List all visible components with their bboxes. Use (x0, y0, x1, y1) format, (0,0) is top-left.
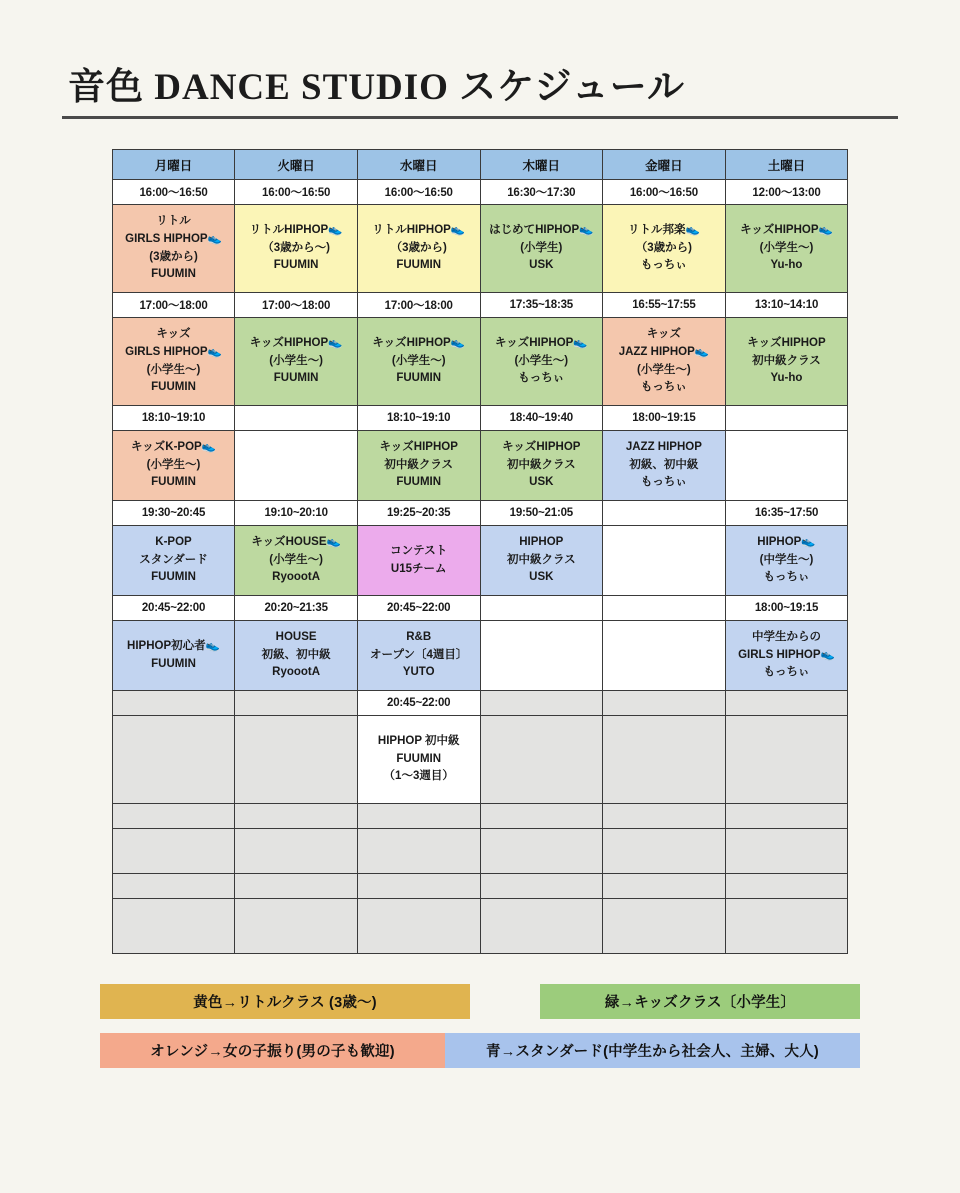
class-line: U15チーム (390, 562, 447, 575)
class-cell-friday (603, 526, 726, 596)
class-line: キッズ (156, 327, 191, 340)
empty-cell-wednesday (357, 829, 480, 874)
empty-cell-thursday (480, 874, 603, 899)
time-row (112, 406, 848, 431)
class-line: (小学生) (520, 241, 563, 254)
time-cell-saturday: 12:00〜13:00 (725, 180, 848, 205)
class-line: (小学生〜) (637, 363, 691, 376)
class-line: もっちぃ (640, 381, 687, 394)
legend-row-bottom (100, 1033, 860, 1068)
class-line: キッズHIPHOP👟 (372, 336, 466, 349)
time-cell-thursday (480, 596, 603, 621)
class-cell-friday (603, 318, 726, 406)
empty-cell-monday (112, 874, 235, 899)
class-line: （3歳から) (390, 241, 447, 254)
class-line: FUUMIN (396, 259, 442, 272)
class-line: RyoootA (272, 666, 321, 679)
class-line: HIPHOP👟 (757, 535, 816, 548)
time-cell-friday (603, 596, 726, 621)
time-cell-saturday: 16:35~17:50 (725, 501, 848, 526)
class-cell-wednesday (357, 716, 480, 804)
time-cell-monday: 19:30~20:45 (112, 501, 235, 526)
class-line: (小学生〜) (146, 458, 201, 471)
empty-cell-monday (112, 804, 235, 829)
class-line: リトル邦楽👟 (627, 223, 700, 236)
class-cell-tuesday (235, 526, 358, 596)
class-line: （3歳から〜) (262, 241, 330, 254)
class-line: リトル (156, 214, 191, 227)
time-cell-tuesday (235, 406, 358, 431)
time-cell-thursday: 17:35~18:35 (480, 293, 603, 318)
class-cell-friday (603, 621, 726, 691)
class-line: キッズHIPHOP👟 (249, 336, 343, 349)
class-line: FUUMIN (273, 259, 319, 272)
class-line: 初中級クラス (506, 458, 576, 471)
class-line: FUUMIN (151, 381, 196, 394)
class-cell-thursday (480, 431, 603, 501)
class-row (112, 621, 848, 691)
day-header-tuesday: 火曜日 (235, 150, 358, 180)
time-cell-tuesday: 20:20~21:35 (235, 596, 358, 621)
class-line: キッズ (646, 327, 682, 340)
class-line: R&B (406, 630, 432, 643)
class-line: GIRLS HIPHOP👟 (125, 345, 222, 358)
class-line: 初中級クラス (506, 553, 576, 566)
empty-cell-friday (603, 874, 726, 899)
class-line: HIPHOP (519, 535, 564, 548)
empty-cell-monday (112, 899, 235, 954)
class-line: (小学生〜) (269, 354, 323, 367)
time-cell-thursday: 19:50~21:05 (480, 501, 603, 526)
class-cell-tuesday (235, 205, 358, 293)
time-cell-friday: 16:00〜16:50 (603, 180, 726, 205)
class-line: (小学生〜) (146, 363, 201, 376)
class-cell-thursday (480, 526, 603, 596)
empty-cell-thursday (480, 804, 603, 829)
class-line: もっちぃ (763, 571, 810, 584)
time-cell-friday (603, 501, 726, 526)
day-header-saturday: 土曜日 (725, 150, 848, 180)
class-line: USK (529, 571, 554, 584)
class-line: リトルHIPHOP👟 (372, 223, 466, 236)
time-row (112, 501, 848, 526)
class-line: リトルHIPHOP👟 (249, 223, 343, 236)
title-divider (62, 116, 898, 119)
class-line: GIRLS HIPHOP👟 (125, 232, 222, 245)
class-cell-saturday (725, 318, 848, 406)
class-cell-wednesday (357, 318, 480, 406)
empty-row (112, 899, 848, 954)
class-line: 初中級クラス (752, 354, 821, 367)
class-cell-wednesday (357, 205, 480, 293)
empty-cell-thursday (480, 829, 603, 874)
class-line: もっちぃ (518, 372, 565, 385)
empty-cell-saturday (725, 804, 848, 829)
class-line: HIPHOP 初中級 (377, 734, 460, 747)
class-line: スタンダード (139, 553, 208, 566)
time-row (112, 293, 848, 318)
class-line: Yu-ho (770, 259, 803, 272)
empty-cell-wednesday (357, 804, 480, 829)
class-cell-saturday (725, 621, 848, 691)
class-cell-saturday (725, 205, 848, 293)
empty-cell-friday (603, 829, 726, 874)
empty-cell-saturday (725, 899, 848, 954)
class-line: Yu-ho (770, 372, 803, 385)
day-header-thursday: 木曜日 (480, 150, 603, 180)
empty-row (112, 804, 848, 829)
empty-cell-wednesday (357, 899, 480, 954)
class-line: キッズK-POP👟 (131, 440, 217, 453)
empty-cell-friday (603, 899, 726, 954)
time-cell-wednesday: 19:25~20:35 (357, 501, 480, 526)
page-title: 音色 DANCE STUDIO スケジュール (68, 67, 685, 108)
empty-cell-saturday (725, 829, 848, 874)
class-line: （1〜3週目） (383, 770, 454, 783)
class-cell-thursday (480, 621, 603, 691)
time-cell-monday (112, 691, 235, 716)
class-line: JAZZ HIPHOP (625, 440, 702, 453)
class-line: 初中級クラス (384, 458, 454, 471)
class-cell-monday (112, 716, 235, 804)
class-line: キッズHIPHOP (379, 440, 458, 453)
empty-cell-thursday (480, 899, 603, 954)
class-line: キッズHOUSE👟 (251, 535, 341, 548)
empty-cell-saturday (725, 874, 848, 899)
time-cell-saturday (725, 406, 848, 431)
time-cell-thursday: 18:40~19:40 (480, 406, 603, 431)
class-line: コンテスト (390, 544, 448, 557)
schedule-table (112, 149, 849, 954)
class-line: USK (529, 259, 554, 272)
class-line: もっちぃ (763, 666, 810, 679)
class-line: FUUMIN (151, 571, 196, 584)
class-line: オープン〔4週目〕 (370, 648, 468, 661)
empty-cell-tuesday (235, 829, 358, 874)
class-cell-tuesday (235, 716, 358, 804)
class-cell-friday (603, 205, 726, 293)
time-cell-friday: 18:00~19:15 (603, 406, 726, 431)
day-header-monday: 月曜日 (112, 150, 235, 180)
class-cell-wednesday (357, 526, 480, 596)
class-cell-wednesday (357, 621, 480, 691)
time-cell-friday: 16:55~17:55 (603, 293, 726, 318)
class-line: FUUMIN (396, 372, 442, 385)
time-cell-friday (603, 691, 726, 716)
class-cell-friday (603, 431, 726, 501)
class-line: FUUMIN (396, 476, 442, 489)
time-cell-thursday (480, 691, 603, 716)
time-cell-saturday (725, 691, 848, 716)
time-cell-tuesday (235, 691, 358, 716)
class-line: キッズHIPHOP (502, 440, 581, 453)
empty-row (112, 829, 848, 874)
empty-cell-tuesday (235, 874, 358, 899)
class-line: （3歳から) (635, 241, 692, 254)
legend-blue: 青→スタンダード(中学生から社会人、主婦、大人) (445, 1033, 860, 1068)
class-line: キッズHIPHOP👟 (494, 336, 588, 349)
class-line: 初級、初中級 (629, 458, 699, 471)
time-cell-monday: 18:10~19:10 (112, 406, 235, 431)
empty-cell-monday (112, 829, 235, 874)
time-cell-thursday: 16:30〜17:30 (480, 180, 603, 205)
class-line: 中学生からの (751, 630, 821, 643)
class-cell-monday (112, 205, 235, 293)
time-row (112, 596, 848, 621)
class-row (112, 431, 848, 501)
class-line: RyoootA (272, 571, 321, 584)
legend-green: 緑→キッズクラス〔小学生〕 (540, 984, 860, 1019)
class-line: もっちぃ (640, 476, 687, 489)
time-cell-wednesday: 18:10~19:10 (357, 406, 480, 431)
class-row (112, 318, 848, 406)
class-line: GIRLS HIPHOP👟 (738, 648, 835, 661)
class-cell-tuesday (235, 431, 358, 501)
time-cell-wednesday: 20:45~22:00 (357, 691, 480, 716)
time-cell-tuesday: 16:00〜16:50 (235, 180, 358, 205)
class-cell-saturday (725, 716, 848, 804)
time-row (112, 180, 848, 205)
class-cell-monday (112, 431, 235, 501)
class-line: K-POP (155, 535, 192, 548)
class-line: (中学生〜) (759, 553, 814, 566)
class-cell-saturday (725, 526, 848, 596)
legend (100, 984, 860, 1068)
legend-row-top (100, 984, 860, 1019)
class-cell-thursday (480, 318, 603, 406)
class-cell-monday (112, 526, 235, 596)
time-cell-monday: 20:45~22:00 (112, 596, 235, 621)
empty-cell-friday (603, 804, 726, 829)
class-line: YUTO (402, 666, 435, 679)
class-line: FUUMIN (273, 372, 319, 385)
time-cell-monday: 17:00〜18:00 (112, 293, 235, 318)
class-line: HOUSE (275, 630, 317, 643)
time-cell-tuesday: 19:10~20:10 (235, 501, 358, 526)
class-line: (小学生〜) (391, 354, 446, 367)
class-cell-wednesday (357, 431, 480, 501)
class-line: はじめてHIPHOP👟 (489, 223, 594, 236)
class-cell-friday (603, 716, 726, 804)
empty-cell-tuesday (235, 899, 358, 954)
class-cell-thursday (480, 205, 603, 293)
class-line: FUUMIN (151, 268, 196, 281)
class-line: キッズHIPHOP👟 (740, 223, 833, 236)
time-cell-saturday: 18:00~19:15 (725, 596, 848, 621)
class-line: (小学生〜) (269, 553, 323, 566)
class-cell-thursday (480, 716, 603, 804)
schedule-body (112, 180, 848, 954)
class-line: (小学生〜) (759, 241, 814, 254)
legend-orange: オレンジ→女の子振り(男の子も歓迎) (100, 1033, 445, 1068)
class-line: FUUMIN (396, 752, 442, 765)
class-row (112, 526, 848, 596)
time-row (112, 691, 848, 716)
empty-cell-wednesday (357, 874, 480, 899)
class-line: HIPHOP初心者👟 (127, 639, 220, 652)
empty-cell-tuesday (235, 804, 358, 829)
time-cell-wednesday: 20:45~22:00 (357, 596, 480, 621)
day-header-wednesday: 水曜日 (357, 150, 480, 180)
class-row (112, 716, 848, 804)
class-line: JAZZ HIPHOP👟 (618, 345, 710, 358)
legend-yellow: 黄色→リトルクラス (3歳〜) (100, 984, 470, 1019)
empty-row (112, 874, 848, 899)
class-line: 初級、初中級 (261, 648, 331, 661)
day-header-friday: 金曜日 (603, 150, 726, 180)
class-line: FUUMIN (151, 476, 196, 489)
time-cell-wednesday: 17:00〜18:00 (357, 293, 480, 318)
class-cell-tuesday (235, 621, 358, 691)
time-cell-monday: 16:00〜16:50 (112, 180, 235, 205)
class-line: (3歳から) (149, 250, 198, 263)
class-cell-monday (112, 318, 235, 406)
class-cell-monday (112, 621, 235, 691)
time-cell-tuesday: 17:00〜18:00 (235, 293, 358, 318)
class-line: FUUMIN (151, 657, 196, 670)
class-cell-saturday (725, 431, 848, 501)
table-header-row (112, 150, 848, 180)
time-cell-wednesday: 16:00〜16:50 (357, 180, 480, 205)
class-row (112, 205, 848, 293)
class-line: USK (529, 476, 554, 489)
class-cell-tuesday (235, 318, 358, 406)
class-line: (小学生〜) (514, 354, 569, 367)
class-line: キッズHIPHOP (747, 336, 826, 349)
time-cell-saturday: 13:10~14:10 (725, 293, 848, 318)
class-line: もっちぃ (640, 259, 687, 272)
